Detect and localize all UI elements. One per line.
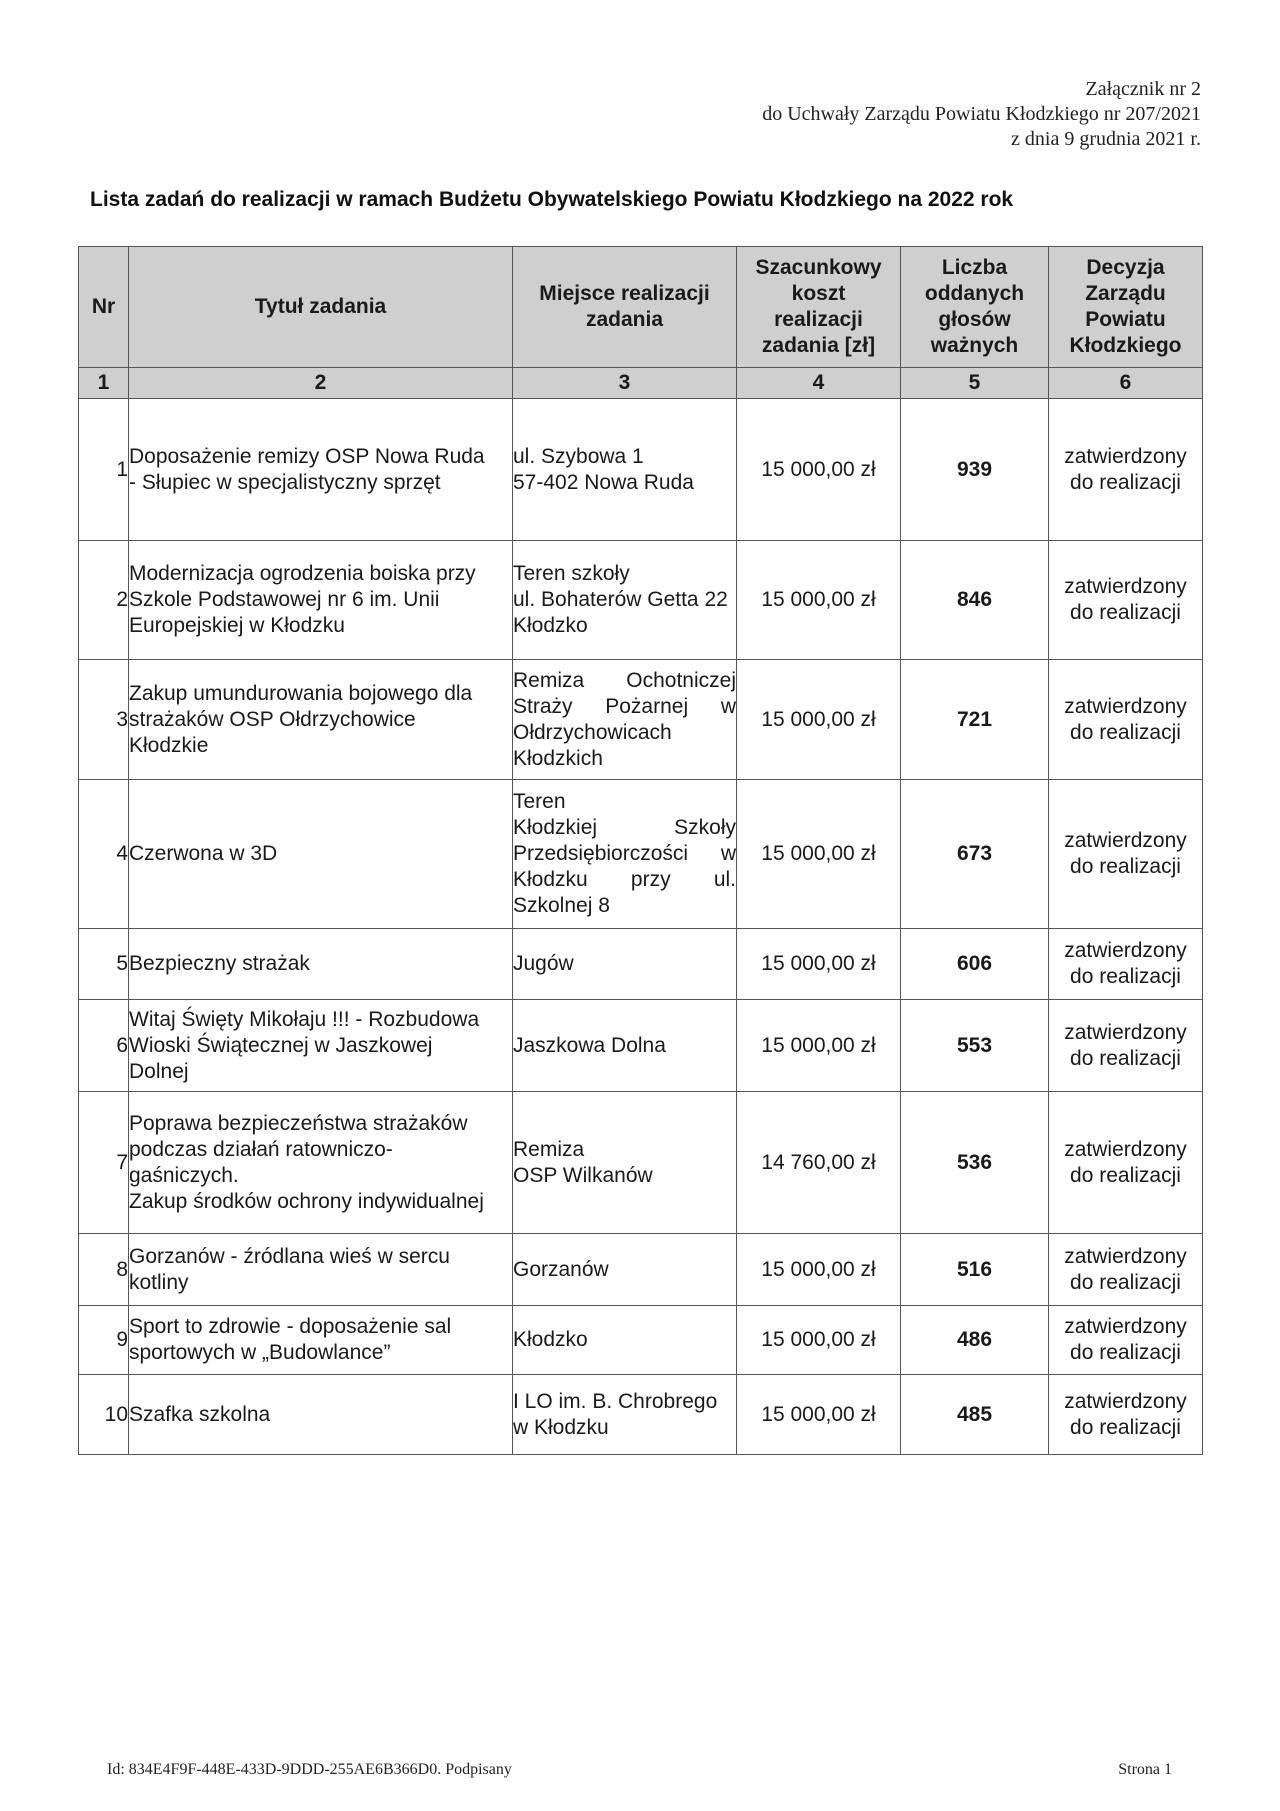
task-cost: 15 000,00 zł [737,929,901,1000]
task-place [513,780,737,929]
task-decision: zatwierdzony do realizacji [1049,1000,1203,1092]
column-header-decision: Decyzja Zarządu Powiatu Kłodzkiego [1049,247,1203,368]
task-title: Zakup umundurowania bojowego dla strażaków OSP Ołdrzychowice Kłodzkie [129,660,513,780]
task-decision: zatwierdzony do realizacji [1049,1306,1203,1375]
task-votes: 846 [901,541,1049,660]
task-title: Sport to zdrowie - doposażenie sal sportowych w „Budowlance” [129,1306,513,1375]
task-title: Gorzanów - źródlana wieś w sercu kotliny [129,1234,513,1306]
table-row [79,399,1203,541]
task-title: Bezpieczny strażak [129,929,513,1000]
task-votes: 553 [901,1000,1049,1092]
task-place: Jaszkowa Dolna [513,1000,737,1092]
column-number: 4 [737,368,901,399]
row-number: 1 [79,399,129,541]
column-header-votes: Liczba oddanych głosów ważnych [901,247,1049,368]
attachment-number: Załącznik nr 2 [1085,78,1201,100]
task-place-text: Remiza Ochotniczej Straży Pożarnej w Ołdrzychowicach Kłodzkich [513,668,736,770]
task-place [513,660,737,780]
task-title: Doposażenie remizy OSP Nowa Ruda - Słupiec w specjalistyczny sprzęt [129,399,513,541]
task-decision: zatwierdzony do realizacji [1049,660,1203,780]
page-number: Strona 1 [1118,1761,1172,1778]
row-number: 10 [79,1375,129,1455]
resolution-date: z dnia 9 grudnia 2021 r. [1011,128,1201,150]
task-title: Szafka szkolna [129,1375,513,1455]
document-id: Id: 834E4F9F-448E-433D-9DDD-255AE6B366D0. Podpisany [107,1761,512,1778]
attachment-header [601,77,1201,152]
task-decision: zatwierdzony do realizacji [1049,1092,1203,1234]
task-title: Witaj Święty Mikołaju !!! - Rozbudowa Wioski Świątecznej w Jaszkowej Dolnej [129,1000,513,1092]
task-cost: 15 000,00 zł [737,660,901,780]
task-votes: 486 [901,1306,1049,1375]
task-votes: 606 [901,929,1049,1000]
task-cost: 15 000,00 zł [737,1234,901,1306]
task-decision: zatwierdzony do realizacji [1049,1375,1203,1455]
task-place: Remiza OSP Wilkanów [513,1092,737,1234]
row-number: 3 [79,660,129,780]
table-row [79,1000,1203,1092]
column-number: 6 [1049,368,1203,399]
task-votes: 939 [901,399,1049,541]
task-decision: zatwierdzony do realizacji [1049,399,1203,541]
row-number: 6 [79,1000,129,1092]
task-votes: 673 [901,780,1049,929]
row-number: 8 [79,1234,129,1306]
task-cost: 14 760,00 zł [737,1092,901,1234]
row-number: 2 [79,541,129,660]
task-votes: 721 [901,660,1049,780]
table-row [79,929,1203,1000]
resolution-reference: do Uchwały Zarządu Powiatu Kłodzkiego nr 207/2021 [762,103,1201,125]
task-place: I LO im. B. Chrobrego w Kłodzku [513,1375,737,1455]
task-place [513,541,737,660]
task-votes: 516 [901,1234,1049,1306]
table-row [79,1306,1203,1375]
task-cost: 15 000,00 zł [737,1000,901,1092]
column-header-title: Tytuł zadania [129,247,513,368]
task-place: ul. Szybowa 1 57-402 Nowa Ruda [513,399,737,541]
task-place: Gorzanów [513,1234,737,1306]
row-number: 9 [79,1306,129,1375]
task-cost: 15 000,00 zł [737,541,901,660]
tasks-table [78,246,1203,1455]
task-cost: 15 000,00 zł [737,1306,901,1375]
task-place-text: Teren Kłodzkiej Szkoły Przedsiębiorczości w Kłodzku przy ul. Szkolnej 8 [513,790,736,917]
table-row [79,660,1203,780]
task-decision: zatwierdzony do realizacji [1049,541,1203,660]
task-title: Poprawa bezpieczeństwa strażaków podczas działań ratowniczo- gaśniczych. Zakup środków ochrony indywidualnej [129,1092,513,1234]
task-decision: zatwierdzony do realizacji [1049,780,1203,929]
table-row [79,541,1203,660]
table-row [79,1375,1203,1455]
task-place: Kłodzko [513,1306,737,1375]
column-numbers-row [79,368,1203,399]
task-decision: zatwierdzony do realizacji [1049,1234,1203,1306]
column-number: 3 [513,368,737,399]
task-cost: 15 000,00 zł [737,399,901,541]
column-number: 5 [901,368,1049,399]
task-place-text: Teren szkoły ul. Bohaterów Getta 22 Kłodzko [513,562,728,637]
column-header-place: Miejsce realizacji zadania [513,247,737,368]
column-header-cost: Szacunkowy koszt realizacji zadania [zł] [737,247,901,368]
task-cost: 15 000,00 zł [737,1375,901,1455]
table-row [79,1092,1203,1234]
task-place: Jugów [513,929,737,1000]
column-number: 1 [79,368,129,399]
task-title: Modernizacja ogrodzenia boiska przy Szkole Podstawowej nr 6 im. Unii Europejskiej w Kłodzku [129,541,513,660]
task-decision: zatwierdzony do realizacji [1049,929,1203,1000]
document-title: Lista zadań do realizacji w ramach Budżetu Obywatelskiego Powiatu Kłodzkiego na 2022 rok [90,188,1014,211]
task-votes: 485 [901,1375,1049,1455]
row-number: 7 [79,1092,129,1234]
table-row [79,1234,1203,1306]
column-number: 2 [129,368,513,399]
task-cost: 15 000,00 zł [737,780,901,929]
task-votes: 536 [901,1092,1049,1234]
row-number: 5 [79,929,129,1000]
table-header-row [79,247,1203,368]
row-number: 4 [79,780,129,929]
table-row [79,780,1203,929]
task-title: Czerwona w 3D [129,780,513,929]
column-header-nr: Nr [79,247,129,368]
